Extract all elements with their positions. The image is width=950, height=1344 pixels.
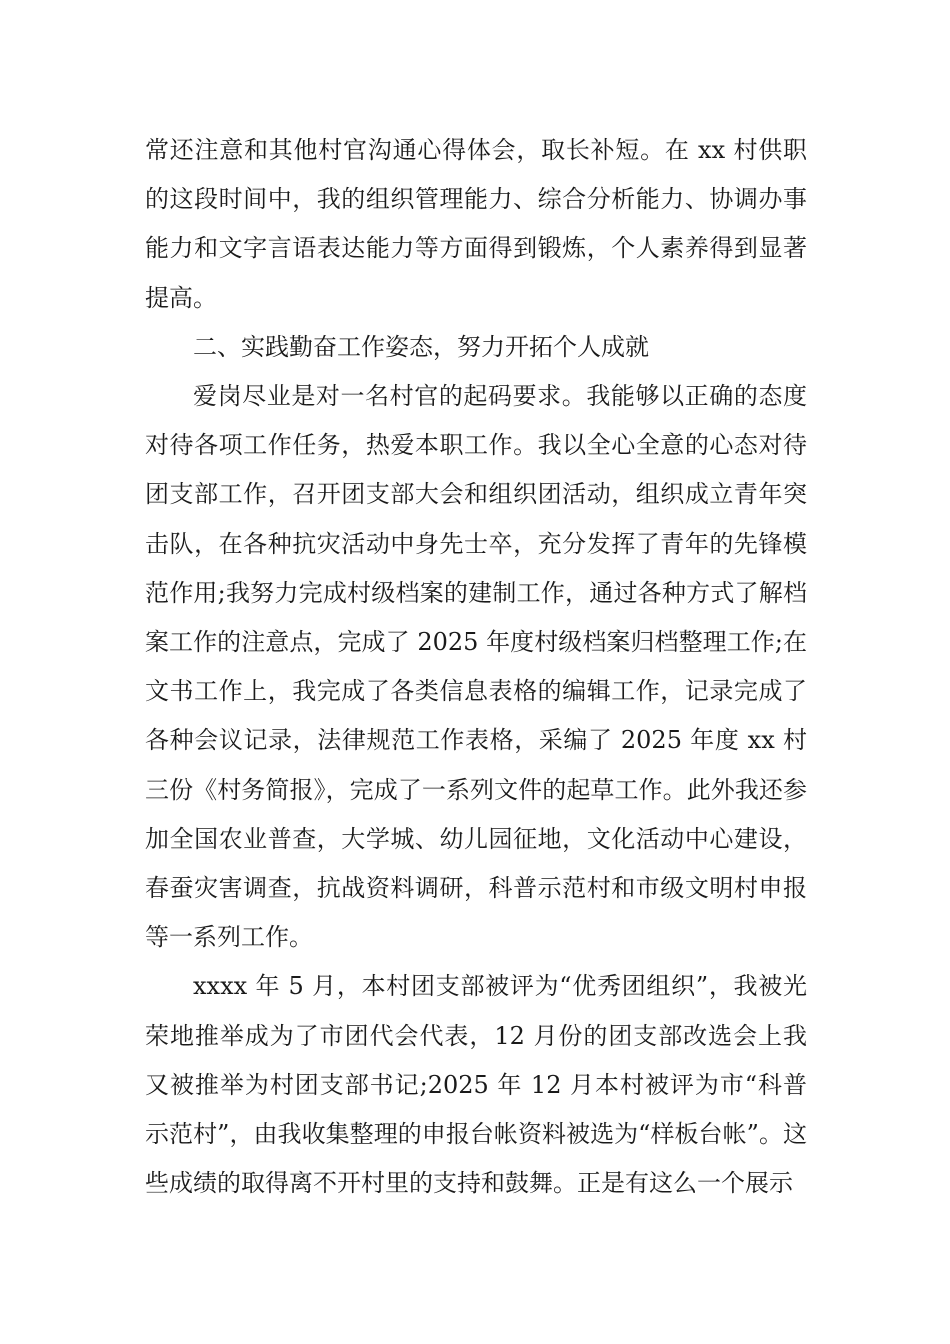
section-heading: 二、实践勤奋工作姿态，努力开拓个人成就 [193,332,649,361]
document-body [145,126,807,1208]
paragraph-continuation: 常还注意和其他村官沟通心得体会，取长补短。在 xx 村供职的这段时间中，我的组织管理能力、综合分析能力、协调办事能力和文字言语表达能力等方面得到锻炼，个人素养得到显著提高。 [145,136,807,312]
paragraph-work-attitude: 爱岗尽业是对一名村官的起码要求。我能够以正确的态度对待各项工作任务，热爱本职工作。我以全心全意的心态对待团支部工作，召开团支部大会和组织团活动，组织成立青年突击队，在各种抗灾活动中身先士卒，充分发挥了青年的先锋模范作用;我努力完成村级档案的建制工作，通过各种方式了解档案工作的注意点，完成了 2025 年度村级档案归档整理工作;在文书工作上，我完成了各类信息表格的编辑工作，记录完成了各种会议记录，法律规范工作表格，采编了 2025 年度 xx 村三份《村务简报》，完成了一系列文件的起草工作。此外我还参加全国农业普查，大学城、幼儿园征地，文化活动中心建设，春蚕灾害调查，抗战资料调研，科普示范村和市级文明村申报等一系列工作。 [145,382,807,952]
paragraph-achievements: xxxx 年 5 月，本村团支部被评为“优秀团组织”，我被光荣地推举成为了市团代会代表，12 月份的团支部改选会上我又被推举为村团支部书记;2025 年 12 月本村被评为市“科普示范村”，由我收集整理的申报台帐资料被选为“样板台帐”。这些成绩的取得离不开村里的支持和鼓舞。正是有这么一个展示 [145,972,807,1198]
